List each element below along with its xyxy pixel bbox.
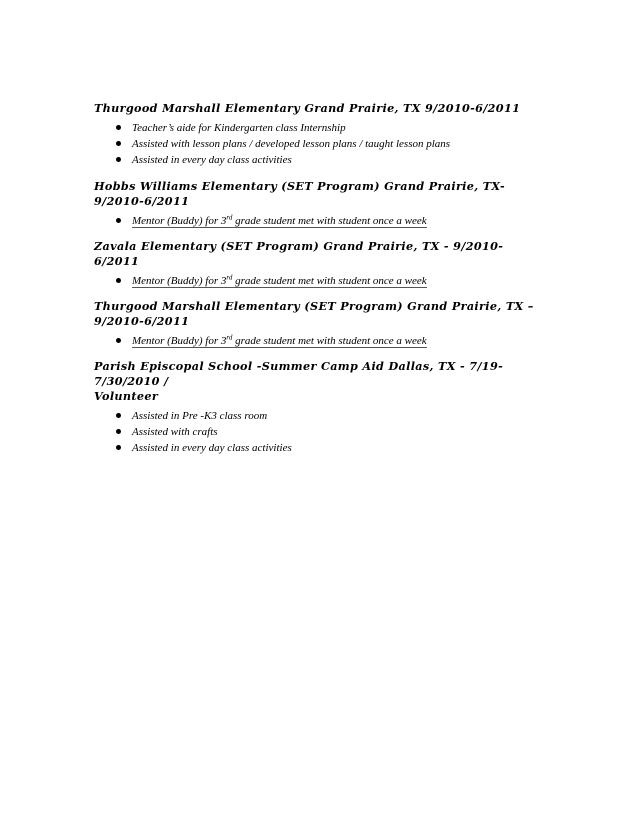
- bullet-list: [94, 273, 534, 289]
- section-heading: Thurgood Marshall Elementary Grand Prairie, TX 9/2010-6/2011: [94, 101, 521, 115]
- bullet-icon: [116, 125, 121, 130]
- list-item-text: Assisted with lesson plans / developed lesson plans / taught lesson plans: [132, 138, 451, 150]
- list-item: [94, 136, 534, 152]
- list-item: [94, 424, 534, 440]
- list-item: [94, 440, 534, 456]
- bullet-list: [94, 408, 534, 456]
- experience-section: [94, 239, 534, 289]
- bullet-icon: [116, 413, 121, 418]
- bullet-icon: [116, 218, 121, 223]
- list-item: [94, 120, 534, 136]
- section-heading-line1: Parish Episcopal School -Summer Camp Aid Dallas, TX - 7/19-7/30/2010 /: [94, 359, 504, 388]
- list-item: [94, 213, 534, 229]
- list-item: [94, 152, 534, 168]
- section-heading-line2: Volunteer: [94, 389, 159, 403]
- bullet-icon: [116, 141, 121, 146]
- bullet-icon: [116, 278, 121, 283]
- bullet-icon: [116, 157, 121, 162]
- section-heading: Hobbs Williams Elementary (SET Program) Grand Prairie, TX- 9/2010-6/2011: [94, 179, 506, 208]
- list-item-text: Mentor (Buddy) for 3rd grade student met with student once a week: [132, 273, 427, 287]
- list-item-text: Assisted in every day class activities: [132, 154, 292, 166]
- bullet-icon: [116, 445, 121, 450]
- list-item-text: Assisted with crafts: [132, 426, 218, 438]
- section-heading: [94, 359, 534, 404]
- experience-section: [94, 299, 534, 349]
- list-item-text: Assisted in Pre -K3 class room: [132, 410, 268, 422]
- experience-section: [94, 179, 534, 229]
- list-item: [94, 408, 534, 424]
- bullet-icon: [116, 429, 121, 434]
- bullet-list: [94, 120, 534, 168]
- list-item: [94, 333, 534, 349]
- experience-section: [94, 359, 534, 456]
- list-item-text: Assisted in every day class activities: [132, 442, 292, 454]
- bullet-icon: [116, 338, 121, 343]
- list-item-text: Mentor (Buddy) for 3rd grade student met with student once a week: [132, 213, 427, 227]
- bullet-list: [94, 213, 534, 229]
- list-item: [94, 273, 534, 289]
- experience-section: [94, 101, 534, 168]
- resume-experience-list: [94, 101, 534, 466]
- list-item-text: Teacher’s aide for Kindergarten class Internship: [132, 122, 346, 134]
- bullet-list: [94, 333, 534, 349]
- section-heading: Zavala Elementary (SET Program) Grand Prairie, TX - 9/2010-6/2011: [94, 239, 504, 268]
- section-heading: Thurgood Marshall Elementary (SET Program) Grand Prairie, TX – 9/2010-6/2011: [94, 299, 534, 328]
- list-item-text: Mentor (Buddy) for 3rd grade student met with student once a week: [132, 333, 427, 347]
